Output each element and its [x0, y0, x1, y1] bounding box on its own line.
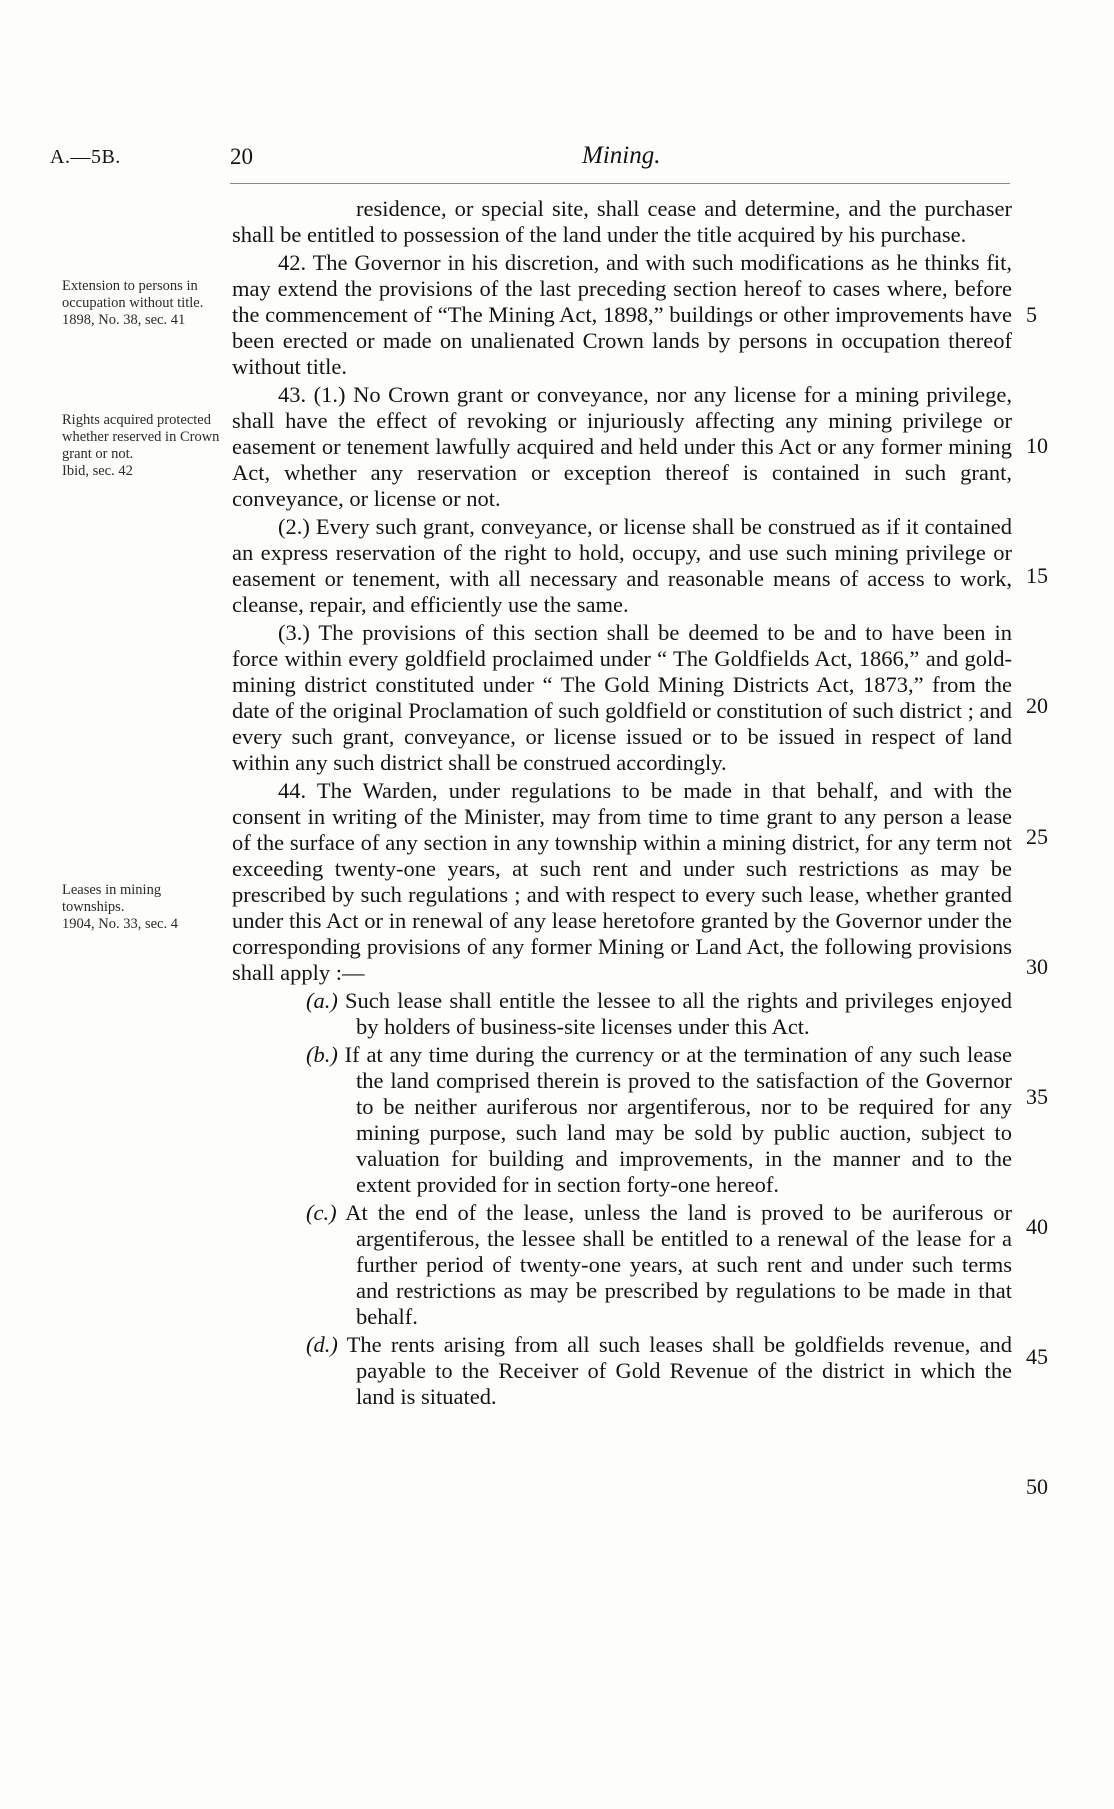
section-text: (1.) No Crown grant or conveyance, nor any license for a mining privilege, shall have the effect of revoking or injuriously affecting any mining privilege or easement or tenement lawfully acquired and held under this Act or any former mining Act, whether any reservation or exception thereof is contained in such grant, conveyance, or license or not.	[232, 382, 1012, 511]
document-reference: A.—5B.	[50, 146, 121, 168]
continuation-paragraph: residence, or special site, shall cease and determine, and the purchaser shall be entitled to possession of the land under the title acquired by his purchase.	[232, 196, 1012, 247]
sidenote-rights-acquired	[62, 412, 222, 480]
clause-text: At the end of the lease, unless the land is proved to be auriferous or argentiferous, the lessee shall be entitled to a renewal of the lease for a further period of twenty-one years, at such rent and under such terms and restrictions as may be prescribed by regulations to be made in that behalf.	[345, 1200, 1012, 1329]
clause-label: (c.)	[306, 1200, 337, 1225]
section-44	[232, 778, 1012, 986]
sidenote-extension	[62, 278, 222, 329]
line-number: 50	[1026, 1474, 1048, 1499]
line-number: 20	[1026, 693, 1048, 718]
clause-label: (b.)	[306, 1042, 338, 1067]
line-number: 45	[1026, 1344, 1048, 1369]
line-number: 30	[1026, 954, 1048, 979]
clause-label: (d.)	[306, 1332, 338, 1357]
sidenote-ref: 1904, No. 33, sec. 4	[62, 916, 178, 932]
clause-a	[232, 988, 1012, 1040]
clause-b	[232, 1042, 1012, 1198]
clause-c	[232, 1200, 1012, 1330]
clause-text: If at any time during the currency or at the termination of any such lease the land comprised therein is proved to the satisfaction of the Governor to be neither auriferous nor argentiferous, nor to be required for any mining purpose, such land may be sold by public auction, subject to valuation for building and improvements, in the manner and to the extent provided for in section forty-one hereof.	[344, 1042, 1012, 1197]
line-number: 10	[1026, 433, 1048, 458]
line-number: 15	[1026, 563, 1048, 588]
page-header	[0, 142, 1114, 176]
section-43-1	[232, 382, 1012, 512]
line-number: 25	[1026, 824, 1048, 849]
line-number: 35	[1026, 1084, 1048, 1109]
line-number: 40	[1026, 1214, 1048, 1239]
section-number: 43.	[278, 382, 307, 407]
line-number: 5	[1026, 302, 1037, 327]
section-text: The Governor in his discretion, and with such modifications as he thinks fit, may extend the provisions of the last preceding section hereof to cases where, before the commencement of “The Mining Act, 1898,” buildings or other improvements have been erected or made on unalienated Crown lands by persons in occupation thereof without title.	[232, 250, 1012, 379]
section-text: The Warden, under regulations to be made in that behalf, and with the consent in writing of the Minister, may from time to time grant to any person a lease of the surface of any section in any township within a mining district, for any term not exceeding twenty-one years, at such rent and under such restrictions as may be prescribed by such regulations ; and with respect to every such lease, whether granted under this Act or in renewal of any lease heretofore granted by the Governor under the corresponding provisions of any former Mining or Land Act, the following provisions shall apply :—	[232, 778, 1013, 985]
section-43-3: (3.) The provisions of this section shall be deemed to be and to have been in force within every goldfield proclaimed under “ The Goldfields Act, 1866,” and gold-mining district constituted under “ The Gold Mining Districts Act, 1873,” from the date of the original Proclamation of such goldfield or constitution of such district ; and every such grant, conveyance, or license issued or to be issued in respect of land within any such district shall be construed accordingly.	[232, 620, 1012, 775]
section-43-2: (2.) Every such grant, conveyance, or license shall be construed as if it contained an express reservation of the right to hold, occupy, and use such mining privilege or easement or tenement, with all necessary and reasonable means of access to work, cleanse, repair, and efficiently use the same.	[232, 514, 1012, 617]
sidenote-ref: Ibid, sec. 42	[62, 463, 133, 479]
page-number: 20	[230, 144, 253, 169]
clause-text: The rents arising from all such leases shall be goldfields revenue, and payable to the Receiver of Gold Revenue of the district in which the land is situated.	[346, 1332, 1013, 1409]
body-text	[232, 196, 1012, 1410]
clause-d	[232, 1332, 1012, 1410]
sidenote-ref: 1898, No. 38, sec. 41	[62, 312, 186, 328]
sidenote-title: Leases in mining townships.	[62, 882, 162, 915]
section-number: 44.	[278, 778, 307, 803]
header-rule	[230, 183, 1010, 184]
section-number: 42.	[278, 250, 307, 275]
section-42	[232, 250, 1012, 380]
running-title: Mining.	[582, 142, 661, 169]
sidenote-title: Rights acquired protected whether reserved in Crown grant or not.	[62, 412, 220, 462]
clause-text: Such lease shall entitle the lessee to all the rights and privileges enjoyed by holders of business-site licenses under this Act.	[345, 988, 1013, 1039]
sidenote-leases	[62, 882, 222, 933]
clause-label: (a.)	[306, 988, 338, 1013]
sidenote-title: Extension to persons in occupation without title.	[62, 278, 204, 311]
